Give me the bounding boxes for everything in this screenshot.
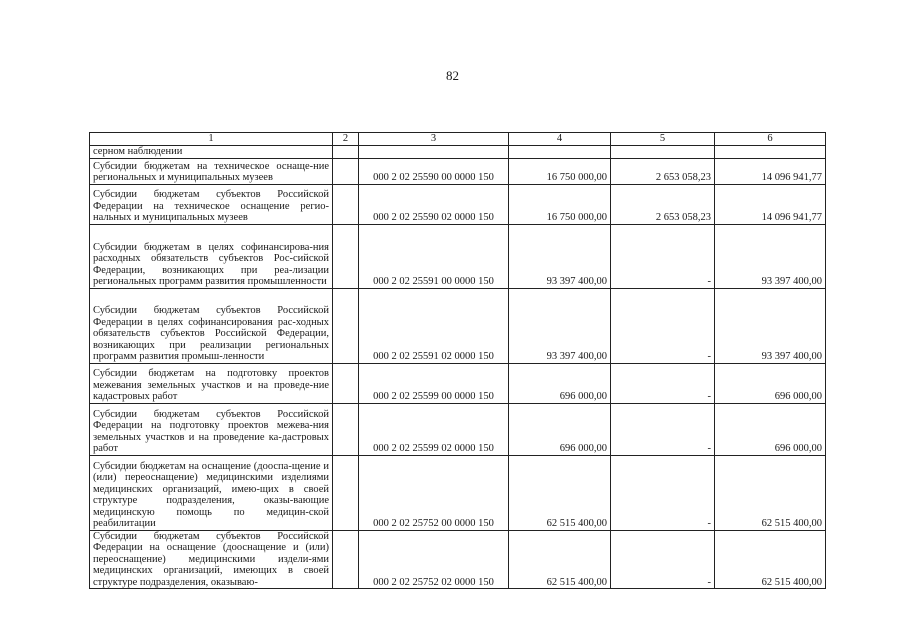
row-amount-exec: -	[611, 288, 715, 363]
page-number: 82	[446, 68, 459, 83]
table-row	[90, 224, 826, 288]
row-col2	[333, 363, 359, 403]
row-col2	[333, 184, 359, 224]
row-amount-exec: 2 653 058,23	[611, 184, 715, 224]
header-col-2: 2	[333, 133, 359, 146]
row-col2	[333, 455, 359, 530]
cell-empty	[359, 146, 509, 159]
header-col-5: 5	[611, 133, 715, 146]
row-code: 000 2 02 25590 02 0000 150	[359, 184, 509, 224]
row-amount-exec: -	[611, 403, 715, 455]
row-col2	[333, 288, 359, 363]
row-amount-rest: 62 515 400,00	[715, 530, 826, 589]
table-row	[90, 363, 826, 403]
header-col-1: 1	[90, 133, 333, 146]
header-col-4: 4	[509, 133, 611, 146]
row-code: 000 2 02 25590 00 0000 150	[359, 158, 509, 184]
row-name: Субсидии бюджетам субъектов Российской Федерации на оснащение (дооснащение и (или) переоснащение) медицинскими издели-ями медицинских организаций, имеющих в своей структуре подразделения, оказываю-	[90, 530, 333, 589]
row-amount-plan: 16 750 000,00	[509, 158, 611, 184]
cell-empty	[611, 146, 715, 159]
header-col-6: 6	[715, 133, 826, 146]
row-amount-exec: 2 653 058,23	[611, 158, 715, 184]
row-amount-plan: 62 515 400,00	[509, 455, 611, 530]
header-row	[90, 133, 826, 146]
row-name: Субсидии бюджетам на техническое оснаще-ние региональных и муниципальных музеев	[90, 158, 333, 184]
continuation-row	[90, 146, 826, 159]
row-code: 000 2 02 25752 02 0000 150	[359, 530, 509, 589]
row-name: Субсидии бюджетам на подготовку проектов межевания земельных участков и на проведе-ние кадастровых работ	[90, 363, 333, 403]
row-amount-rest: 14 096 941,77	[715, 158, 826, 184]
cell-empty	[715, 146, 826, 159]
row-amount-plan: 16 750 000,00	[509, 184, 611, 224]
row-amount-rest: 696 000,00	[715, 363, 826, 403]
row-amount-rest: 62 515 400,00	[715, 455, 826, 530]
row-amount-rest: 93 397 400,00	[715, 224, 826, 288]
row-code: 000 2 02 25752 00 0000 150	[359, 455, 509, 530]
row-amount-plan: 696 000,00	[509, 363, 611, 403]
table-row	[90, 158, 826, 184]
table-row	[90, 530, 826, 589]
row-code: 000 2 02 25599 00 0000 150	[359, 363, 509, 403]
row-amount-rest: 93 397 400,00	[715, 288, 826, 363]
header-col-3: 3	[359, 133, 509, 146]
row-amount-rest: 14 096 941,77	[715, 184, 826, 224]
row-code: 000 2 02 25599 02 0000 150	[359, 403, 509, 455]
table-row	[90, 455, 826, 530]
row-col2	[333, 158, 359, 184]
table-row	[90, 403, 826, 455]
row-code: 000 2 02 25591 02 0000 150	[359, 288, 509, 363]
row-name: Субсидии бюджетам субъектов Российской Федерации на техническое оснащение регио-нальных и муниципальных музеев	[90, 184, 333, 224]
row-col2	[333, 403, 359, 455]
row-name: Субсидии бюджетам субъектов Российской Федерации на подготовку проектов межева-ния земельных участков и на проведение ка-дастровых работ	[90, 403, 333, 455]
row-amount-plan: 93 397 400,00	[509, 288, 611, 363]
row-name: Субсидии бюджетам в целях софинансирова-ния расходных обязательств субъектов Рос-сийской Федерации, возникающих при реа-лизации региональных программ развития промышленности	[90, 224, 333, 288]
table-row	[90, 184, 826, 224]
cell-empty	[333, 146, 359, 159]
cell-empty	[509, 146, 611, 159]
row-code: 000 2 02 25591 00 0000 150	[359, 224, 509, 288]
row-amount-exec: -	[611, 363, 715, 403]
row-col2	[333, 224, 359, 288]
row-amount-exec: -	[611, 455, 715, 530]
row-amount-exec: -	[611, 530, 715, 589]
row-amount-exec: -	[611, 224, 715, 288]
row-col2	[333, 530, 359, 589]
budget-table	[89, 132, 826, 589]
row-amount-rest: 696 000,00	[715, 403, 826, 455]
row-amount-plan: 62 515 400,00	[509, 530, 611, 589]
row-amount-plan: 696 000,00	[509, 403, 611, 455]
row-amount-plan: 93 397 400,00	[509, 224, 611, 288]
continuation-text: серном наблюдении	[90, 146, 333, 159]
row-name: Субсидии бюджетам субъектов Российской Федерации в целях софинансирования рас-ходных обязательств субъектов Российской Федерации, возникающих при реализации региональных программ развития промыш-ленности	[90, 288, 333, 363]
table-row	[90, 288, 826, 363]
row-name: Субсидии бюджетам на оснащение (дооспа-щение и (или) переоснащение) медицинскими изделиями медицинских организаций, имею-щих в своей структуре подразделения, оказы-вающие медицинскую помощь по медицин-ской реабилитации	[90, 455, 333, 530]
